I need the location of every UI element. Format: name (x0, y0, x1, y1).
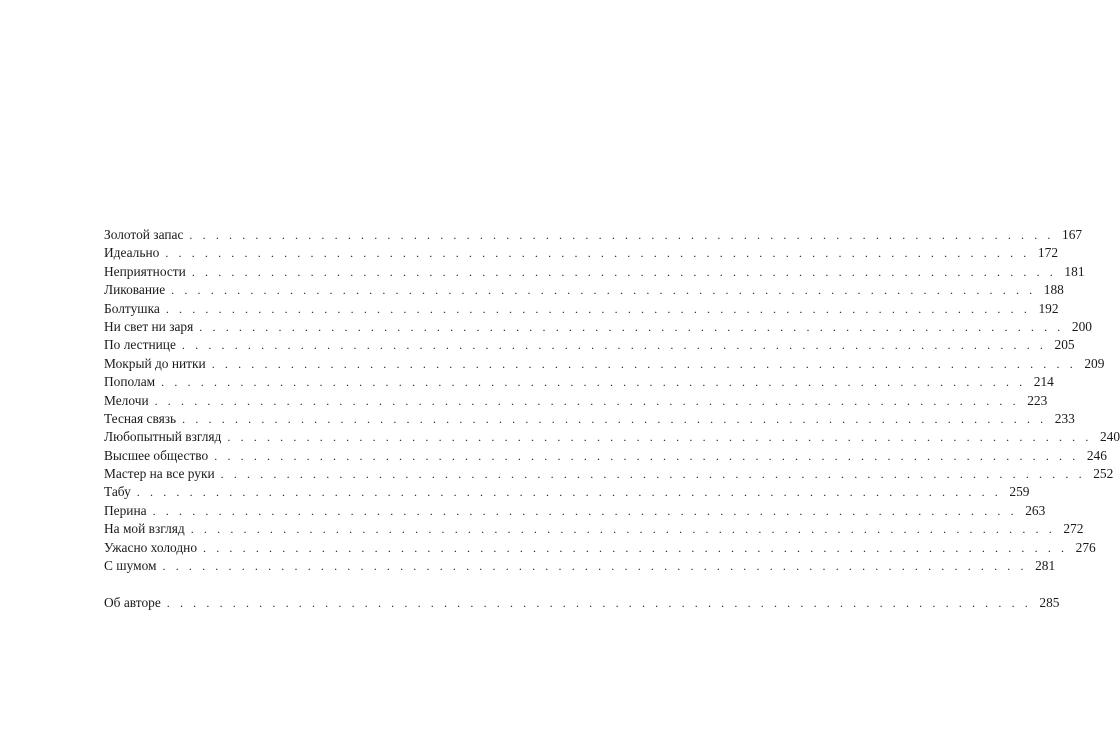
toc-entry-page-number: 276 (1075, 539, 1096, 555)
toc-entry-title: Об авторе (104, 595, 161, 611)
toc-entry[interactable] (104, 557, 1056, 575)
toc-entry[interactable] (104, 520, 1084, 538)
toc-dot-leader: . . . . . . . . . . . . . . . . . . . . . . . . . . . . . . . . . . . . . . . . . . . . . . . . . . . . . . . . . . . . . . . . . . (203, 540, 1068, 555)
toc-entry-title: Болтушка (104, 300, 160, 316)
toc-entry[interactable] (104, 244, 1059, 262)
toc-entry-title: Пополам (104, 374, 156, 390)
toc-entry[interactable] (104, 336, 1075, 354)
toc-entry-title: Мастер на все руки (104, 466, 215, 482)
toc-entry[interactable] (104, 502, 1046, 520)
toc-dot-leader: . . . . . . . . . . . . . . . . . . . . . . . . . . . . . . . . . . . . . . . . . . . . . . . . . . . . . . . . . . . . . . . . . . (165, 301, 1031, 316)
toc-entry[interactable] (104, 465, 1114, 483)
toc-entry-title: Тесная связь (104, 410, 177, 426)
toc-dot-leader: . . . . . . . . . . . . . . . . . . . . . . . . . . . . . . . . . . . . . . . . . . . . . . . . . . . . . . . . . . . . . . . . . . (191, 264, 1057, 279)
toc-entry-title: С шумом (104, 558, 157, 574)
toc-spacer (104, 575, 446, 594)
toc-dot-leader: . . . . . . . . . . . . . . . . . . . . . . . . . . . . . . . . . . . . . . . . . . . . . . . . . . . . . . . . . . . . . . . . . . (199, 319, 1064, 334)
toc-entry[interactable] (104, 300, 1059, 318)
toc-entry-page-number: 192 (1038, 300, 1059, 316)
toc-dot-leader: . . . . . . . . . . . . . . . . . . . . . . . . . . . . . . . . . . . . . . . . . . . . . . . . . . . . . . . . . . . . . . . . . . (220, 467, 1086, 482)
toc-entry-page-number: 205 (1054, 337, 1075, 353)
toc-entry[interactable] (104, 539, 1096, 557)
table-of-contents (104, 226, 1120, 613)
toc-entry[interactable] (104, 318, 1092, 336)
toc-dot-leader: . . . . . . . . . . . . . . . . . . . . . . . . . . . . . . . . . . . . . . . . . . . . . . . . . . . . . . . . . . . . . . . . . . (181, 338, 1047, 353)
toc-entry-title: Золотой запас (104, 227, 184, 242)
toc-entry-page-number: 223 (1027, 392, 1048, 408)
toc-entry-title: На мой взгляд (104, 521, 185, 537)
toc-entry-title: Высшее общество (104, 447, 209, 463)
toc-entry-title: Табу (104, 484, 131, 500)
toc-entry[interactable] (104, 392, 1048, 410)
toc-entry[interactable] (104, 226, 1083, 244)
toc-entry-page-number: 233 (1054, 410, 1075, 426)
toc-dot-leader: . . . . . . . . . . . . . . . . . . . . . . . . . . . . . . . . . . . . . . . . . . . . . . . . . . . . . . . . . . . . . . . . . . (189, 228, 1055, 242)
toc-entry-page-number: 181 (1064, 263, 1085, 279)
toc-entry-title: Любопытный взгляд (104, 429, 222, 445)
toc-entry[interactable] (104, 428, 1120, 446)
toc-dot-leader: . . . . . . . . . . . . . . . . . . . . . . . . . . . . . . . . . . . . . . . . . . . . . . . . . . . . . . . . . . . . . . . . . . (154, 393, 1020, 408)
toc-dot-leader: . . . . . . . . . . . . . . . . . . . . . . . . . . . . . . . . . . . . . . . . . . . . . . . . . . . . . . . . . . . . . . . . . . (190, 522, 1056, 537)
toc-entry-title: Ужасно холодно (104, 539, 198, 555)
toc-dot-leader: . . . . . . . . . . . . . . . . . . . . . . . . . . . . . . . . . . . . . . . . . . . . . . . . . . . . . . . . . . . . . . . . . . (182, 411, 1047, 426)
toc-entry[interactable] (104, 410, 1075, 428)
toc-entry-title: Мокрый до нитки (104, 355, 206, 371)
toc-entry-page-number: 172 (1037, 245, 1059, 261)
toc-entry-page-number: 252 (1093, 466, 1114, 482)
toc-dot-leader: . . . . . . . . . . . . . . . . . . . . . . . . . . . . . . . . . . . . . . . . . . . . . . . . . . . . . . . . . . . . . . . . . . (165, 246, 1030, 261)
toc-dot-leader: . . . . . . . . . . . . . . . . . . . . . . . . . . . . . . . . . . . . . . . . . . . . . . . . . . . . . . . . . . . . . . . . . . (136, 485, 1002, 500)
toc-dot-leader: . . . . . . . . . . . . . . . . . . . . . . . . . . . . . . . . . . . . . . . . . . . . . . . . . . . . . . . . . . . . . . . . . . (211, 356, 1077, 371)
toc-entry-title: По лестнице (104, 337, 176, 353)
toc-entry-title: Мелочи (104, 392, 149, 408)
toc-entry-page-number: 281 (1035, 558, 1056, 574)
toc-entry-page-number: 200 (1071, 318, 1092, 334)
toc-entry[interactable] (104, 263, 1085, 281)
toc-entry-page-number: 188 (1043, 282, 1064, 298)
toc-entry[interactable] (104, 373, 1054, 391)
toc-entry-title: Идеально (104, 245, 160, 261)
toc-entry-page-number: 246 (1086, 447, 1107, 463)
toc-entry-page-number: 209 (1084, 355, 1105, 371)
toc-entry[interactable] (104, 594, 1060, 612)
toc-entry-title: Ни свет ни заря (104, 318, 194, 334)
toc-dot-leader: . . . . . . . . . . . . . . . . . . . . . . . . . . . . . . . . . . . . . . . . . . . . . . . . . . . . . . . . . . . . . . . . . . (152, 503, 1018, 518)
toc-entry-page-number: 259 (1009, 484, 1030, 500)
toc-entry[interactable] (104, 483, 1030, 501)
toc-dot-leader: . . . . . . . . . . . . . . . . . . . . . . . . . . . . . . . . . . . . . . . . . . . . . . . . . . . . . . . . . . . . . . . . . . (162, 559, 1028, 574)
toc-dot-leader: . . . . . . . . . . . . . . . . . . . . . . . . . . . . . . . . . . . . . . . . . . . . . . . . . . . . . . . . . . . . . . . . . . (166, 596, 1032, 611)
toc-chapter-list (104, 226, 1120, 575)
toc-dot-leader: . . . . . . . . . . . . . . . . . . . . . . . . . . . . . . . . . . . . . . . . . . . . . . . . . . . . . . . . . . . . . . . . . . (214, 448, 1079, 463)
toc-entry[interactable] (104, 447, 1107, 465)
toc-entry-page-number: 285 (1039, 595, 1060, 611)
toc-dot-leader: . . . . . . . . . . . . . . . . . . . . . . . . . . . . . . . . . . . . . . . . . . . . . . . . . . . . . . . . . . . . . . . . . . (161, 375, 1026, 390)
toc-dot-leader: . . . . . . . . . . . . . . . . . . . . . . . . . . . . . . . . . . . . . . . . . . . . . . . . . . . . . . . . . . . . . . . . . . (227, 430, 1092, 445)
toc-entry-title: Ликование (104, 282, 166, 298)
toc-entry-title: Неприятности (104, 263, 186, 279)
toc-entry-page-number: 167 (1062, 227, 1083, 242)
toc-entry-page-number: 240 (1099, 429, 1120, 445)
toc-entry-page-number: 272 (1063, 521, 1084, 537)
toc-entry-title: Перина (104, 502, 147, 518)
toc-entry-page-number: 263 (1025, 502, 1046, 518)
toc-dot-leader: . . . . . . . . . . . . . . . . . . . . . . . . . . . . . . . . . . . . . . . . . . . . . . . . . . . . . . . . . . . . . . . . . . (171, 283, 1036, 298)
toc-appendix-list (104, 594, 1060, 612)
toc-entry-page-number: 214 (1033, 374, 1054, 390)
toc-entry[interactable] (104, 355, 1105, 373)
toc-entry[interactable] (104, 281, 1064, 299)
